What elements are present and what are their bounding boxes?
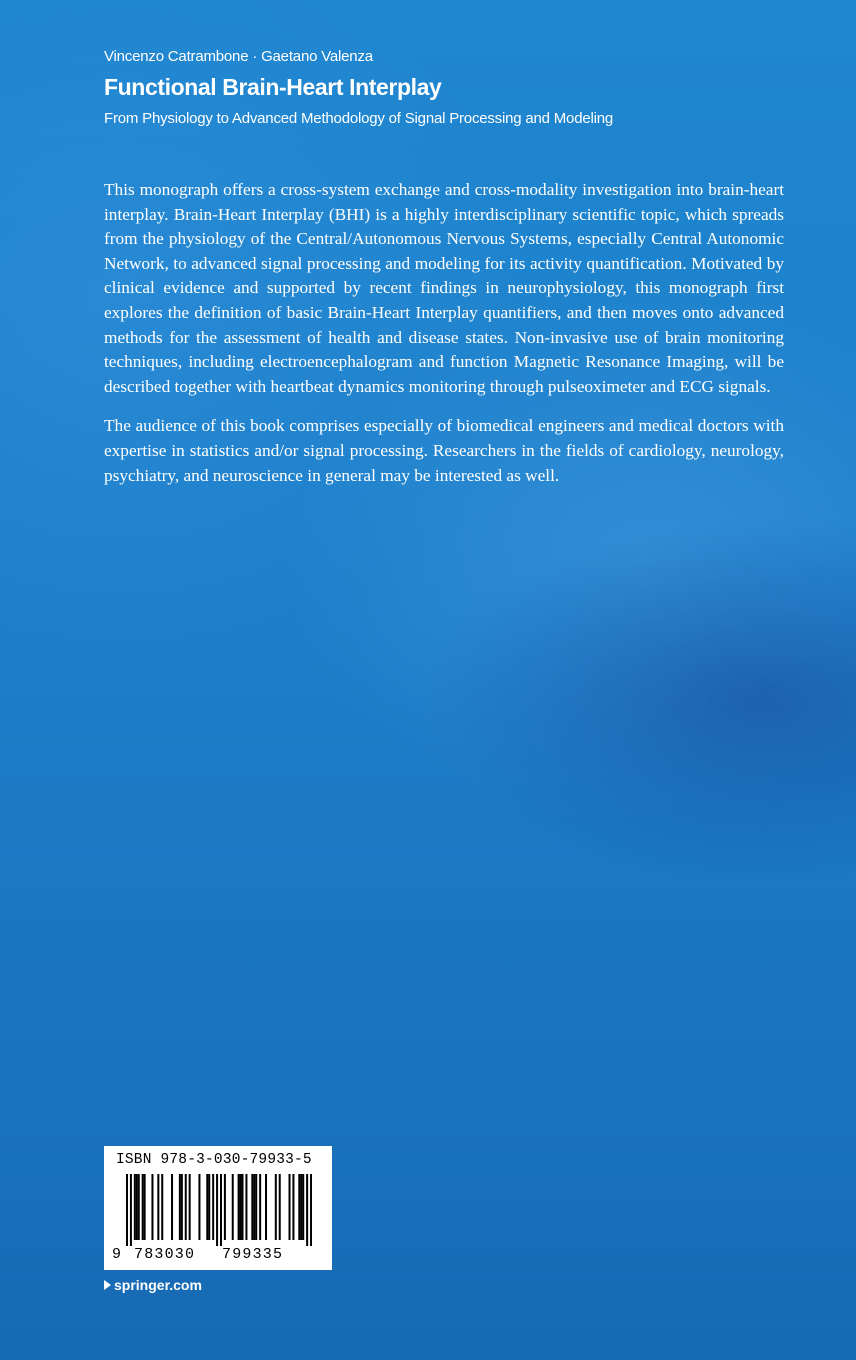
barcode-bar [198, 1174, 200, 1240]
book-subtitle: From Physiology to Advanced Methodology of Signal Processing and Modeling [104, 110, 614, 127]
isbn-barcode [104, 1146, 332, 1270]
barcode-bar [189, 1174, 191, 1240]
barcode-bar [126, 1174, 128, 1246]
barcode-bar [289, 1174, 291, 1240]
barcode-bar [238, 1174, 240, 1240]
barcode-bar [151, 1174, 153, 1240]
barcode-bar [157, 1174, 159, 1240]
description-paragraph: The audience of this book comprises especially of biomedical engineers and medical doctors with expertise in statistics and/or signal processing. Researchers in the fields of cardiology, neurology, psychiatry, and neuroscience in general may be interested as well. [104, 416, 784, 485]
barcode-bar [245, 1174, 247, 1240]
isbn-number: ISBN 978-3-030-79933-5 [116, 1152, 312, 1168]
barcode-bar [242, 1174, 244, 1240]
barcode-bar [220, 1174, 222, 1246]
barcode-icon [126, 1174, 312, 1246]
barcode-bar [185, 1174, 187, 1240]
barcode-bar [310, 1174, 312, 1246]
publisher-website-link[interactable] [104, 1277, 202, 1293]
barcode-bar [298, 1174, 300, 1240]
ean-first-digit: 9 [112, 1246, 122, 1263]
barcode-bar [130, 1174, 132, 1246]
barcode-bar [255, 1174, 257, 1240]
barcode-bar [232, 1174, 234, 1240]
barcode-bar [181, 1174, 183, 1240]
barcode-bar [208, 1174, 210, 1240]
arrow-right-icon [104, 1280, 111, 1290]
barcode-bar [251, 1174, 253, 1240]
barcode-bar [138, 1174, 140, 1240]
barcode-bar [216, 1174, 218, 1246]
barcode-bar [144, 1174, 146, 1240]
barcode-bar [300, 1174, 302, 1240]
book-description [104, 178, 784, 503]
barcode-bar [134, 1174, 136, 1240]
barcode-bar [142, 1174, 144, 1240]
publisher-website-label: springer.com [114, 1277, 202, 1293]
authors: Vincenzo Catrambone · Gaetano Valenza [104, 48, 373, 65]
barcode-bar [206, 1174, 208, 1240]
barcode-bar [224, 1174, 226, 1240]
ean-left-digits: 783030 [134, 1246, 196, 1263]
barcode-bar [265, 1174, 267, 1240]
barcode-bar [302, 1174, 304, 1240]
barcode-bar [259, 1174, 261, 1240]
barcode-bar [253, 1174, 255, 1240]
description-paragraph: This monograph offers a cross-system exchange and cross-modality investigation into brain-heart interplay. Brain-Heart Interplay (BHI) is a highly interdisciplinary scientific topic, which spreads from the physiology of the Central/Autonomous Nervous Systems, especially Central Autonomic Network, to advanced signal processing and modeling for its activity quantification. Motivated by clinical evidence and supported by recent findings in neurophysiology, this monograph first explores the definition of basic Brain-Heart Interplay quantifiers, and then moves onto advanced methods for the assessment of health and disease states. Non-invasive use of brain monitoring techniques, including electroencephalogram and function Magnetic Resonance Imaging, will be described together with heartbeat dynamics monitoring through pulseoximeter and ECG signals. [104, 180, 784, 396]
barcode-bar [136, 1174, 138, 1240]
barcode-bar [212, 1174, 214, 1240]
ean-right-digits: 799335 [222, 1246, 284, 1263]
barcode-bar [279, 1174, 281, 1240]
barcode-bar [161, 1174, 163, 1240]
book-title: Functional Brain-Heart Interplay [104, 74, 442, 100]
barcode-bar [292, 1174, 294, 1240]
barcode-bar [240, 1174, 242, 1240]
barcode-bar [306, 1174, 308, 1246]
barcode-bar [275, 1174, 277, 1240]
barcode-bar [179, 1174, 181, 1240]
barcode-bar [171, 1174, 173, 1240]
